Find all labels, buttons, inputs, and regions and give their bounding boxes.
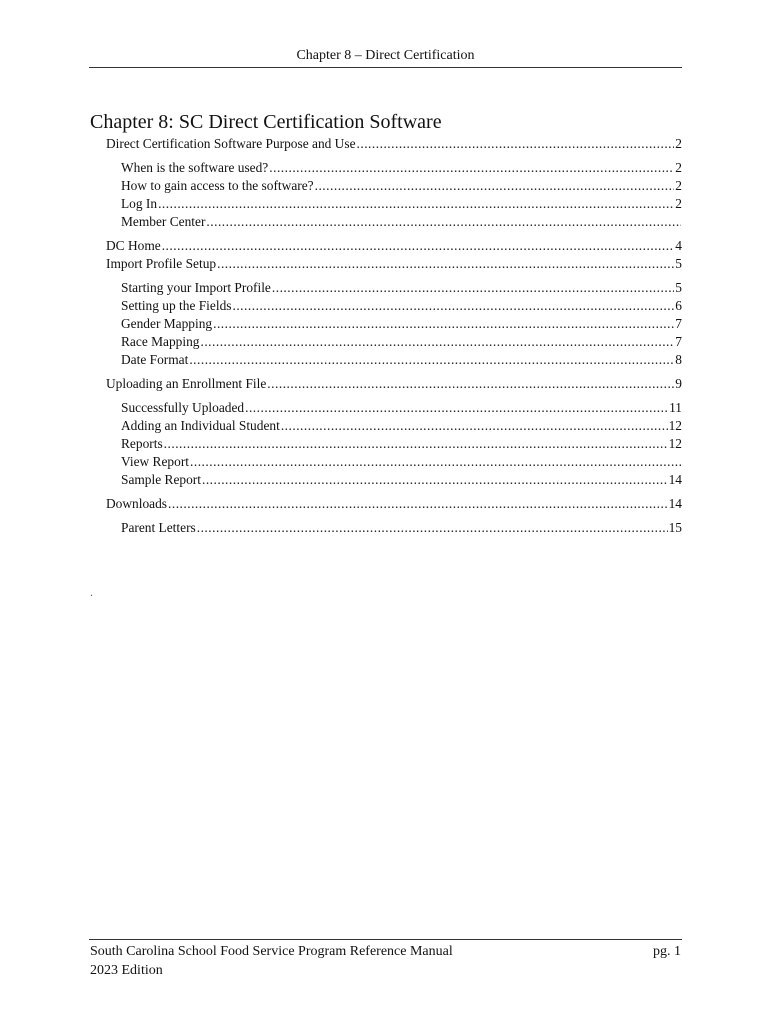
toc-dot-leader <box>269 159 674 177</box>
toc-entry-label: Starting your Import Profile <box>121 280 271 295</box>
footer-left <box>90 942 453 980</box>
toc-dot-leader <box>164 435 668 453</box>
toc-entry[interactable] <box>90 471 682 489</box>
toc-dot-leader <box>206 213 681 231</box>
toc-entry-label: Gender Mapping <box>121 316 213 331</box>
toc-dot-leader <box>217 255 674 273</box>
toc-entry-label: Reports <box>121 436 163 451</box>
toc-entry-label: DC Home <box>106 238 161 253</box>
toc-dot-leader <box>357 135 675 153</box>
table-of-contents <box>90 135 682 537</box>
toc-dot-leader <box>189 351 674 369</box>
toc-entry-page: 2 <box>675 196 682 211</box>
toc-entry-page: 9 <box>675 376 682 391</box>
toc-entry-page: 15 <box>668 520 682 535</box>
toc-entry-page: 7 <box>675 316 682 331</box>
toc-dot-leader <box>158 195 674 213</box>
toc-dot-leader <box>281 417 668 435</box>
toc-entry-label: View Report <box>121 454 189 469</box>
toc-entry[interactable] <box>90 297 682 315</box>
edition: 2023 Edition <box>90 963 163 978</box>
header-divider <box>89 67 682 68</box>
toc-entry[interactable] <box>90 159 682 177</box>
toc-entry-page: 2 <box>675 136 682 151</box>
toc-entry-label: Setting up the Fields <box>121 298 232 313</box>
toc-entry-page: 11 <box>669 400 682 415</box>
toc-entry-label: Direct Certification Software Purpose and Use <box>106 136 356 151</box>
toc-entry-page: 12 <box>668 418 682 433</box>
toc-dot-leader <box>190 453 681 471</box>
running-header: Chapter 8 – Direct Certification <box>296 48 475 63</box>
toc-entry-label: Sample Report <box>121 472 201 487</box>
toc-entry[interactable] <box>90 333 682 351</box>
toc-entry-label: How to gain access to the software? <box>121 178 314 193</box>
toc-entry-label: Member Center <box>121 214 206 229</box>
toc-entry[interactable] <box>90 255 682 273</box>
toc-entry[interactable] <box>90 453 682 471</box>
toc-entry[interactable] <box>90 435 682 453</box>
toc-entry-label: Log In <box>121 196 158 211</box>
toc-dot-leader <box>197 519 668 537</box>
stray-mark: . <box>90 585 93 599</box>
toc-dot-leader <box>245 399 668 417</box>
toc-entry-page: 8 <box>675 352 682 367</box>
toc-entry[interactable] <box>90 213 682 231</box>
toc-entry-page: 5 <box>675 256 682 271</box>
toc-entry-label: Adding an Individual Student <box>121 418 280 433</box>
toc-entry-page: 14 <box>668 496 682 511</box>
toc-entry-page: 12 <box>668 436 682 451</box>
toc-entry-label: Downloads <box>106 496 167 511</box>
toc-entry[interactable] <box>90 375 682 393</box>
toc-dot-leader <box>162 237 675 255</box>
toc-entry-page: 7 <box>675 334 682 349</box>
toc-entry[interactable] <box>90 315 682 333</box>
toc-entry[interactable] <box>90 279 682 297</box>
toc-entry-page: 2 <box>675 160 682 175</box>
toc-entry[interactable] <box>90 519 682 537</box>
toc-entry-page: 6 <box>675 298 682 313</box>
toc-entry-page: 2 <box>675 178 682 193</box>
toc-entry-page: 4 <box>675 238 682 253</box>
toc-entry-label: Uploading an Enrollment File <box>106 376 267 391</box>
toc-entry[interactable] <box>90 351 682 369</box>
toc-dot-leader <box>272 279 674 297</box>
toc-dot-leader <box>202 471 668 489</box>
toc-dot-leader <box>168 495 668 513</box>
toc-entry[interactable] <box>90 417 682 435</box>
toc-entry-page: 14 <box>668 472 682 487</box>
toc-entry-page: 5 <box>675 280 682 295</box>
chapter-title: Chapter 8: SC Direct Certification Software <box>90 111 442 133</box>
toc-dot-leader <box>267 375 674 393</box>
toc-entry[interactable] <box>90 177 682 195</box>
toc-entry[interactable] <box>90 399 682 417</box>
page-number: pg. 1 <box>653 944 681 959</box>
toc-entry[interactable] <box>90 237 682 255</box>
toc-entry-label: Import Profile Setup <box>106 256 217 271</box>
toc-entry-label: Parent Letters <box>121 520 196 535</box>
manual-name: South Carolina School Food Service Program Reference Manual <box>90 944 453 959</box>
toc-entry[interactable] <box>90 195 682 213</box>
toc-dot-leader <box>232 297 674 315</box>
toc-entry-label: When is the software used? <box>121 160 269 175</box>
toc-dot-leader <box>315 177 675 195</box>
footer-divider <box>89 939 682 940</box>
toc-entry-label: Successfully Uploaded <box>121 400 245 415</box>
toc-dot-leader <box>200 333 674 351</box>
toc-entry-label: Date Format <box>121 352 189 367</box>
toc-entry[interactable] <box>90 135 682 153</box>
toc-entry-label: Race Mapping <box>121 334 200 349</box>
toc-dot-leader <box>213 315 674 333</box>
toc-entry[interactable] <box>90 495 682 513</box>
